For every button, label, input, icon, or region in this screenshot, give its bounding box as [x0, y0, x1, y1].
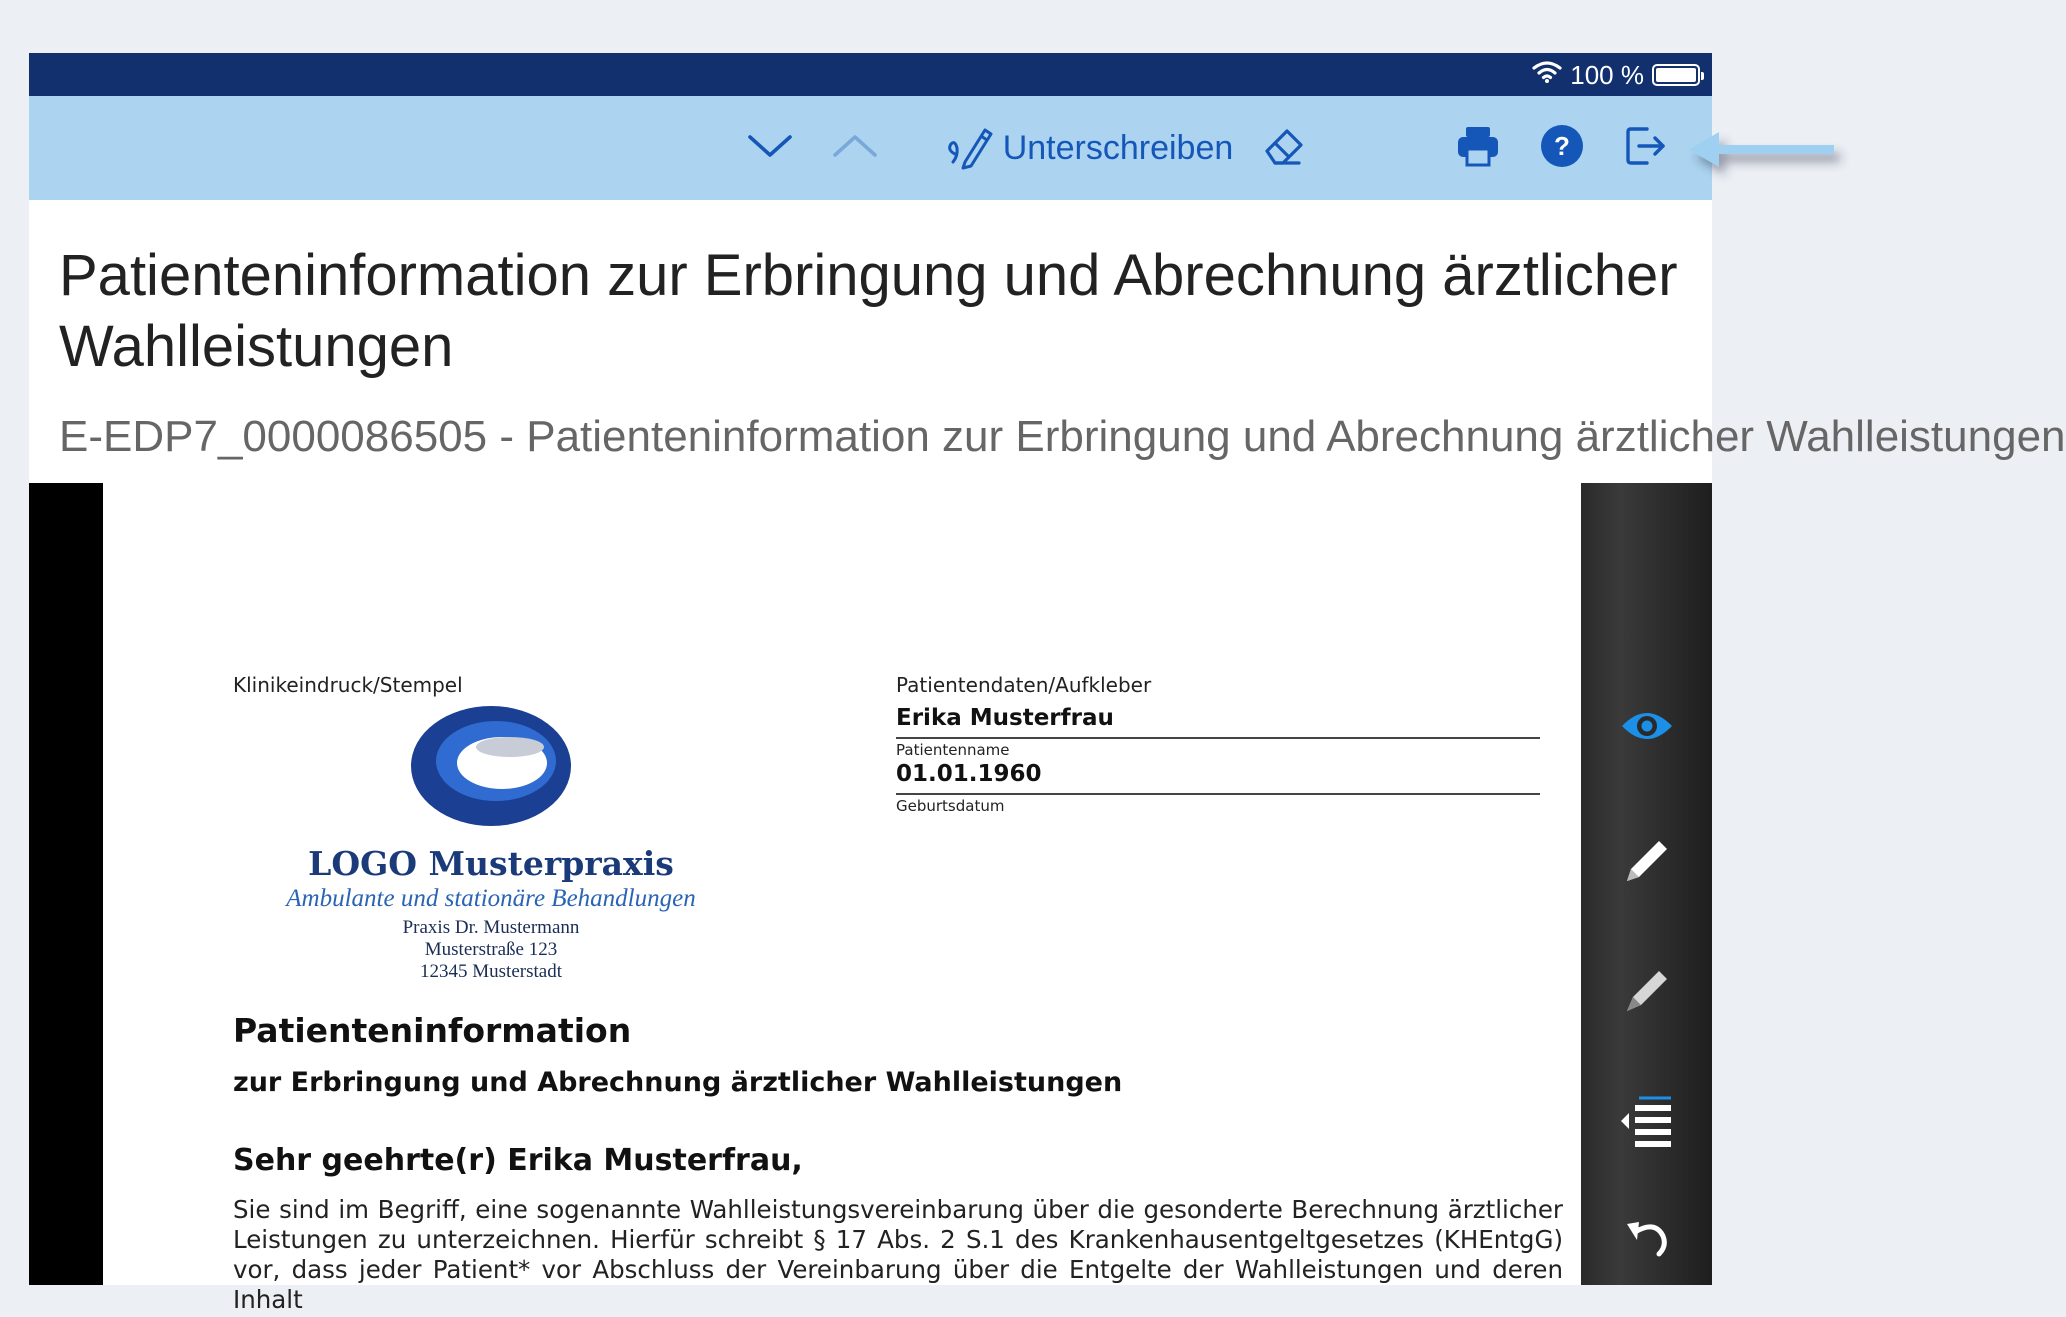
- document-page[interactable]: [103, 483, 1581, 1314]
- address-line: 12345 Musterstadt: [420, 961, 562, 982]
- address-line: Praxis Dr. Mustermann: [402, 917, 580, 938]
- page-heading: Patienteninformation: [233, 1011, 632, 1050]
- pen-tool-button[interactable]: [1581, 823, 1712, 903]
- outline-list-icon: [1617, 1095, 1677, 1152]
- highlighter-tool-button[interactable]: [1581, 953, 1712, 1033]
- clinic-stamp-label: Klinikeindruck/Stempel: [233, 673, 463, 697]
- help-icon: [1540, 124, 1584, 173]
- exit-icon: [1625, 125, 1667, 172]
- sign-button-label: Unterschreiben: [1002, 128, 1234, 167]
- exit-button[interactable]: [1611, 96, 1681, 200]
- annotation-toolbar: [1581, 483, 1712, 1285]
- document-viewer: [29, 483, 1712, 1314]
- document-subtitle: E-EDP7_0000086505 - Patienteninformation zur Erbringung und Abrechnung ärztlicher Wahlleistungen: [59, 412, 2066, 461]
- chevron-down-icon: [746, 131, 794, 166]
- view-mode-button[interactable]: [1581, 693, 1712, 763]
- birth-date-value[interactable]: 01.01.1960: [896, 761, 1042, 787]
- previous-page-button[interactable]: [820, 96, 890, 200]
- next-page-button[interactable]: [735, 96, 805, 200]
- logo-address: [281, 917, 701, 983]
- page-subheading: zur Erbringung und Abrechnung ärztlicher Wahlleistungen: [233, 1067, 1123, 1098]
- patient-data-label: Patientendaten/Aufkleber: [896, 673, 1152, 697]
- battery-icon: [1652, 64, 1700, 86]
- eye-icon: [1619, 706, 1675, 751]
- highlighter-icon: [1619, 963, 1675, 1024]
- birth-date-line: [896, 793, 1540, 795]
- print-button[interactable]: [1443, 96, 1513, 200]
- sign-button[interactable]: [923, 96, 1253, 200]
- wifi-icon: [1532, 60, 1562, 91]
- logo-mark: [406, 703, 576, 831]
- svg-text:?: ?: [1554, 130, 1570, 161]
- address-line: Musterstraße 123: [424, 939, 558, 960]
- help-button[interactable]: [1527, 96, 1597, 200]
- pen-icon: [1619, 833, 1675, 894]
- status-bar: [29, 53, 1712, 96]
- outline-button[interactable]: [1581, 1083, 1712, 1163]
- callout-arrow: [1685, 120, 1845, 180]
- chevron-up-icon: [831, 131, 879, 166]
- logo-tagline: Ambulante und stationäre Behandlungen: [286, 885, 696, 912]
- document-title: Patienteninformation zur Erbringung und Abrechnung ärztlicher Wahlleistungen: [59, 243, 1678, 379]
- patient-name-value[interactable]: Erika Musterfrau: [896, 705, 1114, 731]
- eraser-button[interactable]: [1249, 96, 1319, 200]
- patient-name-caption: Patientenname: [896, 741, 1010, 759]
- undo-button[interactable]: [1581, 1203, 1712, 1273]
- tablet-screen: [29, 53, 2066, 1314]
- signature-pen-icon: [943, 124, 995, 173]
- greeting: Sehr geehrte(r) Erika Musterfrau,: [233, 1143, 803, 1178]
- toolbar: [29, 96, 1712, 200]
- undo-icon: [1623, 1214, 1671, 1263]
- patient-name-line: [896, 737, 1540, 739]
- eraser-icon: [1261, 123, 1307, 174]
- practice-logo: [281, 703, 701, 983]
- printer-icon: [1456, 125, 1500, 172]
- body-paragraph: Sie sind im Begriff, eine sogenannte Wahlleistungsvereinbarung über die gesonderte Berechnung ärztlicher Leistungen zu unterzeichnen. Hierfür schreibt § 17 Abs. 2 S.1 des Krankenhausentgeltgesetzes (KHEntgG) vor, dass jeder Patient* vor Abschluss der Vereinbarung über die Entgelte der Wahlleistungen und deren Inhalt: [233, 1195, 1563, 1314]
- battery-percent: 100 %: [1570, 59, 1644, 90]
- birth-date-caption: Geburtsdatum: [896, 797, 1005, 815]
- logo-name: LOGO Musterpraxis: [308, 844, 674, 883]
